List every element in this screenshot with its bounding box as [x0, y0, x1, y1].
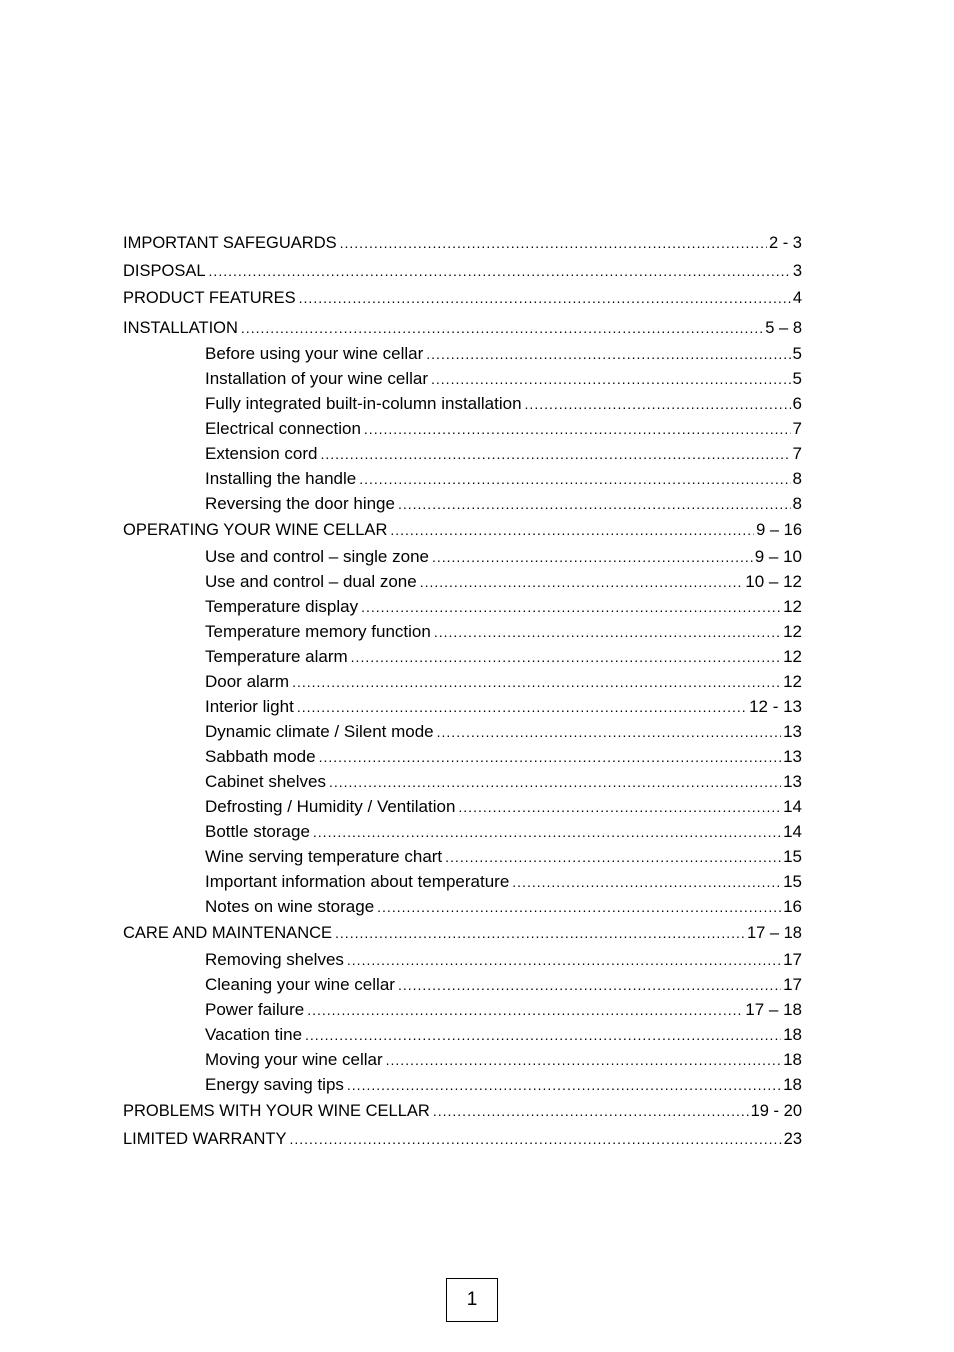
- toc-title: Installation of your wine cellar: [205, 369, 429, 388]
- toc-title: Bottle storage: [205, 822, 310, 841]
- toc-title: Vacation tine: [205, 1025, 303, 1044]
- dot-leader: [434, 620, 781, 644]
- dot-leader: [313, 820, 781, 844]
- dot-leader: [307, 998, 743, 1022]
- toc-subentry: [123, 644, 802, 669]
- toc-subentry: [123, 669, 802, 694]
- toc-page-number: 17: [783, 950, 802, 969]
- toc-page-number: 16: [783, 897, 802, 916]
- dot-leader: [437, 720, 781, 744]
- toc-section: [123, 286, 802, 313]
- toc-title: Temperature alarm: [205, 647, 348, 666]
- toc-page-number: 13: [783, 747, 802, 766]
- toc-section: [123, 231, 802, 259]
- toc-subentry: [123, 972, 802, 997]
- toc-subentry: [123, 569, 802, 594]
- toc-title: Defrosting / Humidity / Ventilation: [205, 797, 456, 816]
- dot-leader: [297, 695, 747, 719]
- dot-leader: [299, 286, 791, 311]
- toc-section: [123, 259, 802, 286]
- dot-leader: [364, 417, 791, 441]
- toc-page-number: 10 – 12: [745, 572, 802, 591]
- toc-title: Door alarm: [205, 672, 290, 691]
- toc-page-number: 3: [792, 262, 802, 280]
- dot-leader: [445, 845, 781, 869]
- toc-page-number: 8: [792, 469, 802, 488]
- toc-section: [123, 1127, 802, 1153]
- dot-leader: [347, 948, 781, 972]
- dot-leader: [431, 367, 791, 391]
- toc-page-number: 17 – 18: [746, 924, 802, 942]
- dot-leader: [319, 745, 781, 769]
- toc-title: OPERATING YOUR WINE CELLAR: [123, 521, 388, 539]
- toc-subentry: [123, 1022, 802, 1047]
- toc-title: Important information about temperature: [205, 872, 510, 891]
- toc-page-number: 6: [792, 394, 802, 413]
- dot-leader: [292, 670, 781, 694]
- toc-page-number: 15: [783, 872, 802, 891]
- toc-page-number: 12: [783, 672, 802, 691]
- toc-title: Dynamic climate / Silent mode: [205, 722, 434, 741]
- toc-title: Electrical connection: [205, 419, 361, 438]
- toc-section: [123, 518, 802, 544]
- dot-leader: [241, 316, 763, 341]
- dot-leader: [361, 595, 781, 619]
- toc-subentry: [123, 1072, 802, 1097]
- toc-title: CARE AND MAINTENANCE: [123, 924, 333, 942]
- toc-page-number: 5 – 8: [765, 319, 802, 337]
- toc-page-number: 12: [783, 597, 802, 616]
- toc-subentry: [123, 894, 802, 919]
- toc-title: Installing the handle: [205, 469, 357, 488]
- toc-title: Fully integrated built-in-column installation: [205, 394, 522, 413]
- toc-page-number: 14: [783, 822, 802, 841]
- dot-leader: [351, 645, 781, 669]
- toc-page-number: 15: [783, 847, 802, 866]
- dot-leader: [525, 392, 791, 416]
- dot-leader: [512, 870, 781, 894]
- toc-subentry: [123, 997, 802, 1022]
- dot-leader: [335, 921, 745, 946]
- dot-leader: [398, 492, 791, 516]
- dot-leader: [329, 770, 781, 794]
- dot-leader: [320, 442, 790, 466]
- toc-title: Power failure: [205, 1000, 305, 1019]
- toc-subentry: [123, 947, 802, 972]
- toc-title: Reversing the door hinge: [205, 494, 395, 513]
- dot-leader: [305, 1023, 781, 1047]
- toc-page-number: 9 – 10: [754, 547, 802, 566]
- dot-leader: [377, 895, 781, 919]
- toc-subentry: [123, 416, 802, 441]
- toc-title: Moving your wine cellar: [205, 1050, 383, 1069]
- toc-title: Interior light: [205, 697, 294, 716]
- toc-page-number: 5: [792, 344, 802, 363]
- toc-title: PRODUCT FEATURES: [123, 289, 296, 307]
- toc-title: Wine serving temperature chart: [205, 847, 443, 866]
- page-number-box: [446, 1278, 498, 1322]
- toc-page-number: 7: [792, 419, 802, 438]
- dot-leader: [209, 259, 791, 284]
- toc-page-number: 9 – 16: [756, 521, 802, 539]
- toc-title: Extension cord: [205, 444, 318, 463]
- dot-leader: [386, 1048, 781, 1072]
- toc-page-number: 12: [783, 622, 802, 641]
- toc-subentry: [123, 719, 802, 744]
- toc-subentry: [123, 1047, 802, 1072]
- toc-subentry: [123, 819, 802, 844]
- toc-title: PROBLEMS WITH YOUR WINE CELLAR: [123, 1102, 430, 1120]
- toc-subentry: [123, 391, 802, 416]
- toc-page-number: 5: [792, 369, 802, 388]
- toc-page-number: 18: [783, 1075, 802, 1094]
- toc-subentry: [123, 869, 802, 894]
- toc-subentry: [123, 544, 802, 569]
- toc-subentry: [123, 594, 802, 619]
- dot-leader: [359, 467, 790, 491]
- toc-subentry: [123, 619, 802, 644]
- page-number: 1: [466, 1289, 478, 1310]
- toc-subentry: [123, 794, 802, 819]
- toc-subentry: [123, 341, 802, 366]
- dot-leader: [340, 231, 767, 256]
- dot-leader: [426, 342, 790, 366]
- toc-page-number: 8: [792, 494, 802, 513]
- toc-title: Cleaning your wine cellar: [205, 975, 395, 994]
- toc-page-number: 2 - 3: [768, 234, 802, 252]
- toc-subentry: [123, 466, 802, 491]
- toc-title: Use and control – dual zone: [205, 572, 417, 591]
- toc-title: LIMITED WARRANTY: [123, 1130, 287, 1148]
- dot-leader: [347, 1073, 781, 1097]
- toc-title: Sabbath mode: [205, 747, 316, 766]
- toc-page-number: 12 - 13: [749, 697, 802, 716]
- toc-subentry: [123, 844, 802, 869]
- toc-page-number: 17 – 18: [745, 1000, 802, 1019]
- toc-subentry: [123, 694, 802, 719]
- dot-leader: [458, 795, 781, 819]
- toc-title: Cabinet shelves: [205, 772, 326, 791]
- toc-title: Use and control – single zone: [205, 547, 429, 566]
- toc-page-number: 12: [783, 647, 802, 666]
- toc-title: Removing shelves: [205, 950, 344, 969]
- toc-page-number: 17: [783, 975, 802, 994]
- toc-page-number: 13: [783, 772, 802, 791]
- toc-subentry: [123, 491, 802, 516]
- toc-page-number: 18: [783, 1050, 802, 1069]
- toc-subentry: [123, 769, 802, 794]
- dot-leader: [432, 545, 753, 569]
- toc-page-number: 19 - 20: [750, 1102, 802, 1120]
- toc-page-number: 18: [783, 1025, 802, 1044]
- dot-leader: [433, 1099, 749, 1124]
- dot-leader: [390, 518, 754, 543]
- toc-section: [123, 1099, 802, 1125]
- toc-page-number: 23: [783, 1130, 802, 1148]
- table-of-contents: [123, 231, 802, 1153]
- dot-leader: [420, 570, 744, 594]
- toc-title: Notes on wine storage: [205, 897, 375, 916]
- toc-title: Temperature display: [205, 597, 359, 616]
- toc-page-number: 7: [792, 444, 802, 463]
- toc-page-number: 14: [783, 797, 802, 816]
- toc-subentry: [123, 744, 802, 769]
- toc-title: Before using your wine cellar: [205, 344, 424, 363]
- dot-leader: [289, 1127, 781, 1152]
- toc-section: [123, 921, 802, 947]
- toc-subentry: [123, 441, 802, 466]
- toc-title: Energy saving tips: [205, 1075, 344, 1094]
- toc-title: INSTALLATION: [123, 319, 238, 337]
- dot-leader: [398, 973, 781, 997]
- toc-page-number: 4: [792, 289, 802, 307]
- toc-title: DISPOSAL: [123, 262, 206, 280]
- toc-section: [123, 316, 802, 341]
- toc-title: IMPORTANT SAFEGUARDS: [123, 234, 337, 252]
- toc-page-number: 13: [783, 722, 802, 741]
- toc-subentry: [123, 366, 802, 391]
- toc-title: Temperature memory function: [205, 622, 431, 641]
